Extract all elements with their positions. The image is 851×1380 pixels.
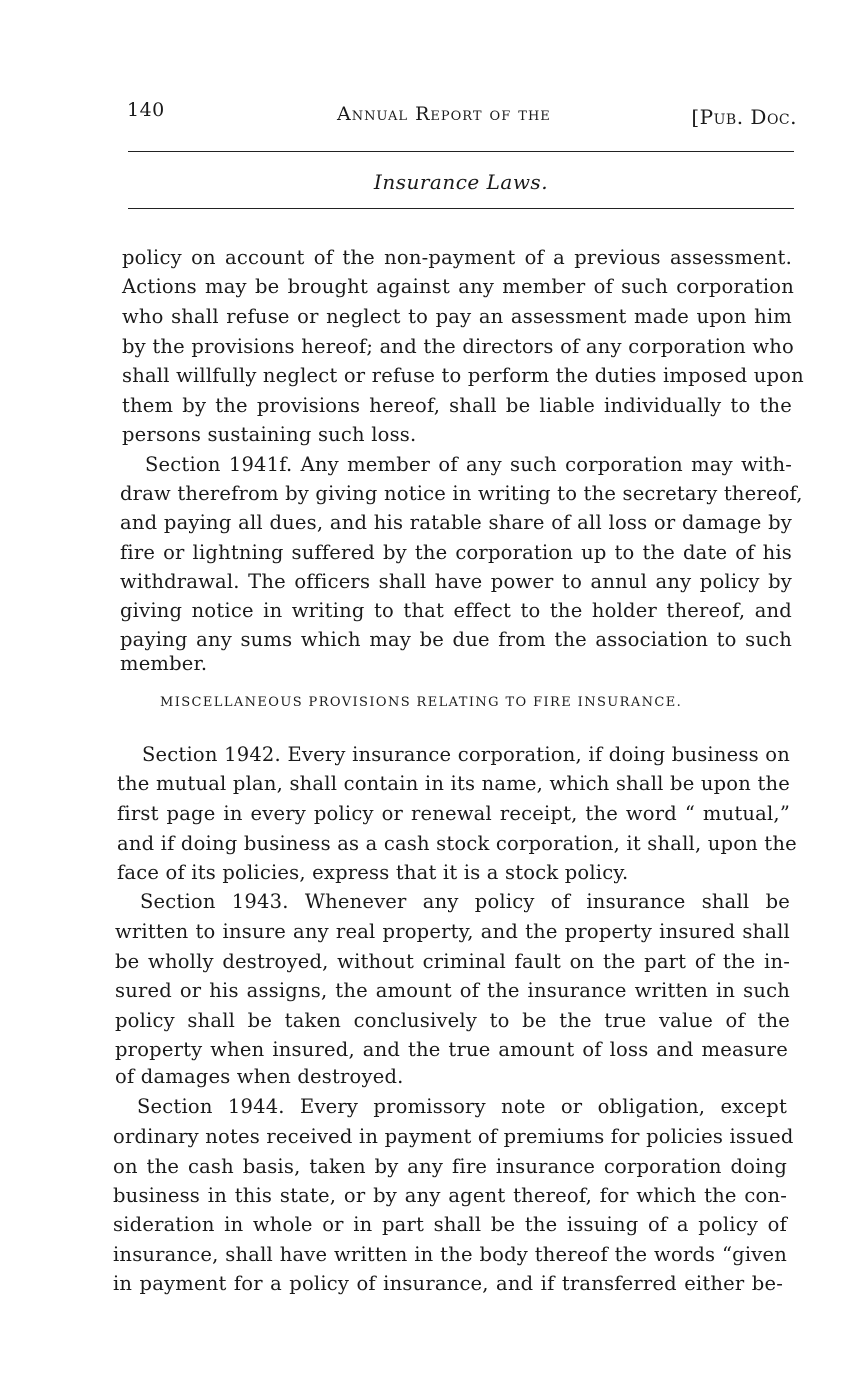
text-line: paying any sums which may be due from the association to such	[120, 628, 792, 651]
section-1943-first-line: Section 1943. Whenever any policy of insurance shall be	[140, 890, 790, 913]
text-line: face of its policies, express that it is a stock policy.	[117, 861, 629, 884]
text-line: giving notice in writing to that effect to the holder thereof, and	[120, 599, 792, 622]
running-title: Annual Report of the	[337, 103, 551, 125]
text-line: member.	[120, 652, 208, 675]
text-line: shall willfully neglect or refuse to perform the duties imposed upon	[122, 364, 804, 387]
text-line: business in this state, or by any agent thereof, for which the con-	[113, 1184, 787, 1207]
text-line: Actions may be brought against any member of such corporation	[122, 275, 794, 298]
misc-provisions-heading: MISCELLANEOUS PROVISIONS RELATING TO FIRE INSURANCE.	[160, 695, 683, 710]
text-line: who shall refuse or neglect to pay an assessment made upon him	[122, 305, 792, 328]
text-line: be wholly destroyed, without criminal fault on the part of the in-	[115, 950, 790, 973]
section-1944-first-line: Section 1944. Every promissory note or obligation, except	[137, 1095, 787, 1118]
text-line: by the provisions hereof; and the directors of any corporation who	[122, 335, 794, 358]
text-line: and if doing business as a cash stock corporation, it shall, upon the	[117, 832, 797, 855]
text-line: on the cash basis, taken by any fire insurance corporation doing	[113, 1155, 787, 1178]
text-line: them by the provisions hereof, shall be liable individually to the	[122, 394, 792, 417]
text-line: fire or lightning suffered by the corporation up to the date of his	[120, 541, 792, 564]
text-line: property when insured, and the true amount of loss and measure	[115, 1038, 788, 1061]
document-reference: [Pub. Doc.	[691, 105, 797, 129]
text-line: policy shall be taken conclusively to be the true value of the	[115, 1009, 790, 1032]
text-line: and paying all dues, and his ratable share of all loss or damage by	[120, 511, 792, 534]
section-title: Insurance Laws.	[373, 170, 549, 194]
text-line: policy on account of the non-payment of a previous assessment.	[122, 246, 792, 269]
header-rule-top	[128, 151, 794, 152]
section-1942-first-line: Section 1942. Every insurance corporation, if doing business on	[142, 743, 790, 766]
text-line: written to insure any real property, and the property insured shall	[115, 920, 790, 943]
page-header	[127, 97, 797, 133]
text-line: first page in every policy or renewal receipt, the word “ mutual,”	[117, 802, 790, 825]
text-line: in payment for a policy of insurance, and if transferred either be-	[113, 1272, 783, 1295]
text-line: persons sustaining such loss.	[122, 423, 417, 446]
text-line: withdrawal. The officers shall have power to annul any policy by	[120, 570, 792, 593]
text-line: sured or his assigns, the amount of the insurance written in such	[115, 979, 790, 1002]
text-line: ordinary notes received in payment of premiums for policies issued	[113, 1125, 794, 1148]
text-line: of damages when destroyed.	[115, 1065, 404, 1088]
page-number: 140	[127, 99, 165, 121]
header-rule-bottom	[128, 208, 794, 209]
text-line: draw therefrom by giving notice in writing to the secretary thereof,	[120, 482, 803, 505]
text-line: insurance, shall have written in the body thereof the words “given	[113, 1243, 787, 1266]
text-line: the mutual plan, shall contain in its name, which shall be upon the	[117, 772, 790, 795]
section-1941f-first-line: Section 1941f. Any member of any such corporation may with-	[145, 453, 792, 476]
text-line: sideration in whole or in part shall be the issuing of a policy of	[113, 1213, 787, 1236]
